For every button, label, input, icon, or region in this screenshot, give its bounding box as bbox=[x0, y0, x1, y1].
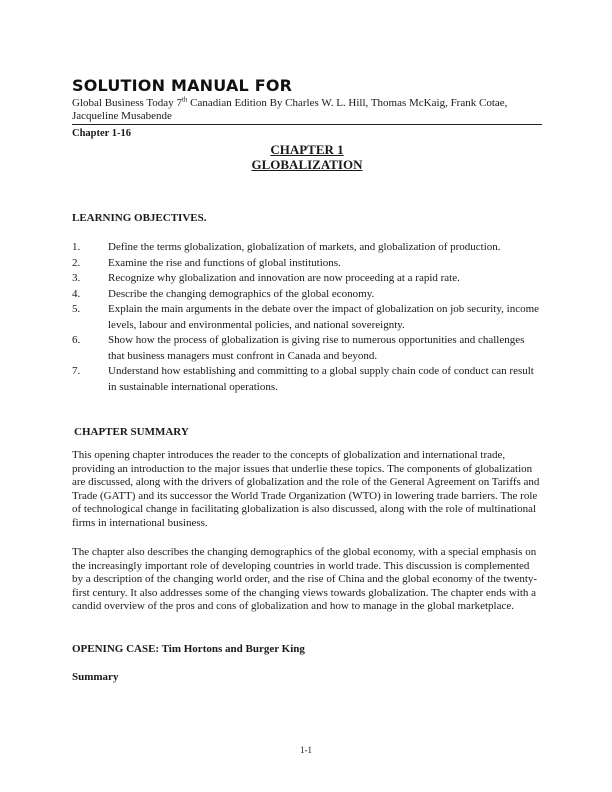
item-number: 2. bbox=[72, 256, 81, 269]
list-item bbox=[72, 333, 542, 364]
item-text: Show how the process of globalization is giving rise to numerous opportunities and challenges that business managers must confront in Canada and beyond. bbox=[108, 334, 525, 362]
item-text: Recognize why globalization and innovation are now proceeding at a rapid rate. bbox=[108, 272, 460, 284]
subtitle-superscript: th bbox=[181, 95, 188, 104]
item-number: 6. bbox=[72, 334, 81, 346]
subtitle-text-rest: Canadian Edition By Charles W. L. Hill, Thomas McKaig, Frank Cotae, Jacqueline Musabende bbox=[72, 97, 508, 122]
item-text: Understand how establishing and committing to a global supply chain code of conduct can result in sustainable international operations. bbox=[108, 365, 534, 393]
header-divider bbox=[72, 124, 542, 125]
chapter-title: GLOBALIZATION bbox=[251, 157, 363, 172]
summary-paragraph-2: The chapter also describes the changing demographics of the global economy, with a special emphasis on the increasingly important role of developing countries in world trade. This discussion is complemented by a description of the changing world order, and the rise of China and the global economy of the twenty-first century. It also addresses some of the changing views towards globalization. The chapter ends with a candid overview of the pros and cons of globalization and how to manage in the global marketplace. bbox=[72, 546, 538, 612]
item-text: Examine the rise and functions of global institutions. bbox=[108, 256, 341, 269]
item-number: 5. bbox=[72, 303, 81, 315]
summary-heading: CHAPTER SUMMARY bbox=[74, 426, 189, 438]
item-number: 1. bbox=[72, 241, 81, 253]
document-banner: SOLUTION MANUAL FOR bbox=[72, 76, 293, 95]
list-item bbox=[72, 240, 542, 256]
list-item bbox=[72, 271, 542, 287]
objectives-heading: LEARNING OBJECTIVES. bbox=[72, 212, 207, 224]
summary-paragraph-1: This opening chapter introduces the reader to the concepts of globalization and international trade, providing an introduction to the major issues that underlie these topics. The components of globalization are discussed, along with the drivers of globalization and the role of the General Agreement on Tariffs and Trade (GATT) and its successor the World Trade Organization (WTO) in lowering trade barriers. The role of technological change in facilitating globalization is also discussed, along with the role of multinational firms in international business. bbox=[72, 449, 540, 529]
subtitle-text: Global Business Today 7 bbox=[72, 97, 182, 109]
chapter-number: CHAPTER 1 bbox=[270, 142, 344, 157]
page-number: 1-1 bbox=[300, 745, 312, 755]
list-item bbox=[72, 302, 542, 333]
item-number: 7. bbox=[72, 365, 81, 377]
item-text: Define the terms globalization, globalization of markets, and globalization of production. bbox=[108, 241, 501, 253]
item-text: Explain the main arguments in the debate over the impact of globalization on job security, income levels, labour and environmental policies, and national sovereignty. bbox=[108, 303, 540, 331]
objectives-list bbox=[72, 240, 542, 395]
opening-case-heading: OPENING CASE: Tim Hortons and Burger King bbox=[72, 643, 305, 655]
list-item bbox=[72, 256, 542, 272]
item-number: 3. bbox=[72, 272, 81, 284]
opening-case-subheading: Summary bbox=[72, 671, 119, 683]
book-subtitle bbox=[72, 97, 542, 123]
list-item bbox=[72, 287, 542, 303]
chapter-range: Chapter 1-16 bbox=[72, 128, 132, 139]
list-item bbox=[72, 364, 542, 395]
item-number: 4. bbox=[72, 287, 81, 300]
item-text: Describe the changing demographics of the global economy. bbox=[108, 287, 375, 300]
